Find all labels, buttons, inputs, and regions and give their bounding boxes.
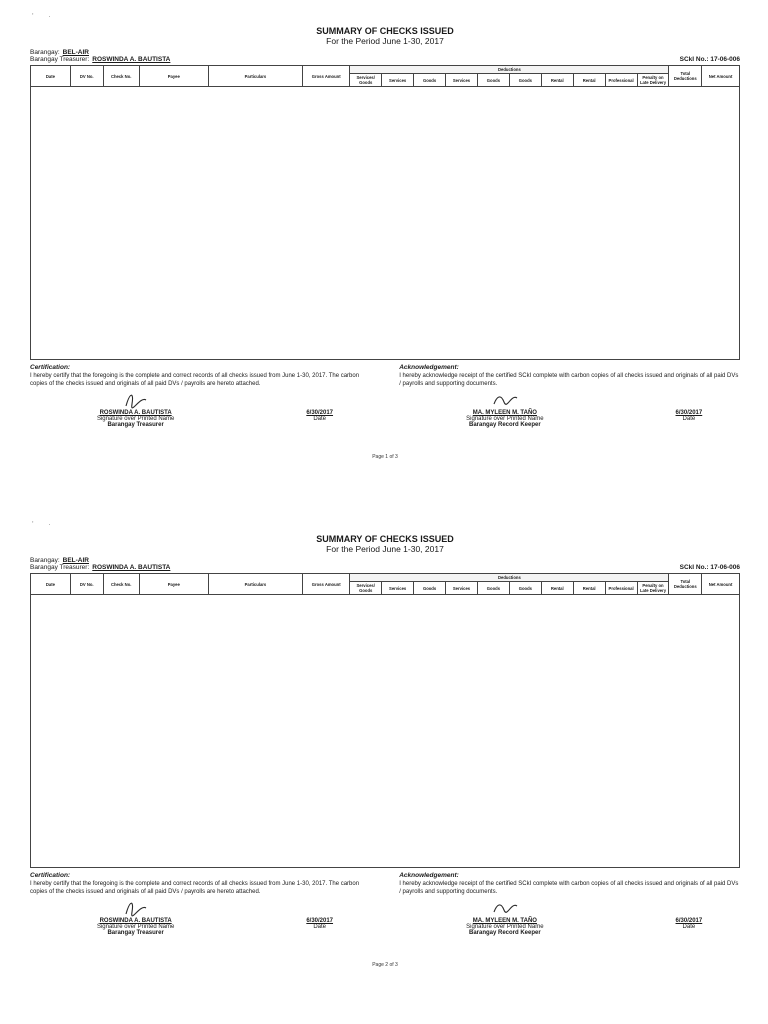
treasurer-signature xyxy=(30,410,241,428)
col-net-amount: Net Amount xyxy=(702,66,740,87)
barangay-name: BEL-AIR xyxy=(62,557,89,564)
barangay-label: Barangay: xyxy=(30,49,60,56)
col-check-no: Check No. xyxy=(103,66,139,87)
report-period: For the Period June 1-30, 2017 xyxy=(326,544,444,554)
col-deduction-type: Rental xyxy=(573,582,605,595)
col-deduction-type: Services/ Goods xyxy=(350,74,382,87)
treasurer-label: Barangay Treasurer: xyxy=(30,56,90,63)
col-deduction-type: Rental xyxy=(573,74,605,87)
col-gross-amount: Gross Amount xyxy=(303,66,350,87)
certification-text: I hereby certify that the foregoing is the complete and correct records of all checks issued from June 1-30, 2017. The carbon copies of the checks issued and originals of all paid DVs / payrolls are hereto attached. xyxy=(30,881,360,896)
keeper-date-block xyxy=(638,918,740,936)
keeper-caption: Signature over Printed Name xyxy=(466,924,544,931)
col-total-deductions: Total Deductions xyxy=(669,66,702,87)
certification-title: Certification: xyxy=(30,364,71,371)
certification-text: I hereby certify that the foregoing is the complete and correct records of all checks issued from June 1-30, 2017. The carbon copies of the checks issued and originals of all paid DVs / payrolls are hereto attached. xyxy=(30,373,360,388)
signature-row xyxy=(30,918,740,936)
table-body xyxy=(31,595,740,868)
barangay-label: Barangay: xyxy=(30,557,60,564)
report-title: SUMMARY OF CHECKS ISSUED xyxy=(316,534,454,544)
treasurer-signature xyxy=(30,918,241,936)
keeper-date-block xyxy=(638,410,740,428)
keeper-role: Barangay Record Keeper xyxy=(468,422,541,429)
scan-corner-marks: ' · xyxy=(32,12,53,21)
scan-corner-marks: ' · xyxy=(32,520,53,529)
keeper-role: Barangay Record Keeper xyxy=(468,930,541,937)
header-left xyxy=(30,557,170,571)
col-deduction-type: Professional xyxy=(605,582,637,595)
acknowledgement-text: I hereby acknowledge receipt of the certified SCkI complete with carbon copies of all checks issued and originals of all paid DVs / payrolls and supporting documents. xyxy=(399,881,739,896)
treasurer-label: Barangay Treasurer: xyxy=(30,564,90,571)
keeper-date: 6/30/2017 xyxy=(675,918,703,925)
treasurer-date: 6/30/2017 xyxy=(306,918,334,925)
col-deduction-type: Professional xyxy=(605,74,637,87)
col-deduction-type: Rental xyxy=(541,74,573,87)
report-period: For the Period June 1-30, 2017 xyxy=(326,36,444,46)
col-deduction-type: Goods xyxy=(477,582,509,595)
col-particulars: Particulars xyxy=(208,574,302,595)
certification-block xyxy=(30,364,371,388)
treasurer-printed-name: ROSWINDA A. BAUTISTA xyxy=(99,410,172,417)
col-check-no: Check No. xyxy=(103,574,139,595)
col-dv-no: DV No. xyxy=(70,66,103,87)
report-title: SUMMARY OF CHECKS ISSUED xyxy=(316,26,454,36)
checks-table xyxy=(30,65,740,360)
signature-row xyxy=(30,410,740,428)
col-payee: Payee xyxy=(139,66,208,87)
treasurer-date-block xyxy=(269,410,371,428)
treasurer-signature-group xyxy=(30,918,371,936)
keeper-signature xyxy=(399,918,610,936)
col-deduction-type: Services xyxy=(382,74,414,87)
table-body xyxy=(31,87,740,360)
col-deductions: Deductions xyxy=(350,66,669,74)
header-meta xyxy=(30,49,740,63)
keeper-printed-name: MA. MYLEEN M. TAÑO xyxy=(472,918,537,925)
col-total-deductions: Total Deductions xyxy=(669,574,702,595)
acknowledgement-title: Acknowledgement: xyxy=(399,872,459,879)
page-number: Page 2 of 3 xyxy=(372,962,398,969)
keeper-signature-group xyxy=(399,410,740,428)
treasurer-name: ROSWINDA A. BAUTISTA xyxy=(92,56,171,63)
checks-table xyxy=(30,573,740,868)
treasurer-caption: Signature over Printed Name xyxy=(96,416,175,423)
keeper-signature xyxy=(399,410,610,428)
table-body-placeholder xyxy=(31,595,740,868)
keeper-date-caption: Date xyxy=(682,416,696,423)
col-date: Date xyxy=(31,574,71,595)
header-meta xyxy=(30,557,740,571)
col-deduction-type: Goods xyxy=(414,74,446,87)
col-net-amount: Net Amount xyxy=(702,574,740,595)
keeper-date: 6/30/2017 xyxy=(675,410,703,417)
col-deduction-type: Goods xyxy=(414,582,446,595)
acknowledgement-block xyxy=(399,364,740,388)
col-deduction-type: Rental xyxy=(541,582,573,595)
scki-number: SCkI No.: 17-06-006 xyxy=(679,56,740,63)
barangay-name: BEL-AIR xyxy=(62,49,89,56)
col-deduction-type: Goods xyxy=(509,582,541,595)
col-payee: Payee xyxy=(139,574,208,595)
col-particulars: Particulars xyxy=(208,66,302,87)
treasurer-caption: Signature over Printed Name xyxy=(96,924,175,931)
treasurer-role: Barangay Treasurer xyxy=(107,422,164,429)
acknowledgement-block xyxy=(399,872,740,896)
col-deduction-type: Services xyxy=(446,74,478,87)
treasurer-date: 6/30/2017 xyxy=(306,410,334,417)
col-deduction-type: Penalty on Late Delivery xyxy=(637,74,669,87)
col-date: Date xyxy=(31,66,71,87)
keeper-date-caption: Date xyxy=(682,924,696,931)
scki-number: SCkI No.: 17-06-006 xyxy=(679,564,740,571)
certification-row xyxy=(30,364,740,388)
col-deduction-type: Services xyxy=(446,582,478,595)
document-page-2 xyxy=(30,520,740,969)
keeper-signature-group xyxy=(399,918,740,936)
page-number: Page 1 of 3 xyxy=(372,454,398,461)
col-deductions: Deductions xyxy=(350,574,669,582)
treasurer-role: Barangay Treasurer xyxy=(107,930,164,937)
col-deduction-type: Services xyxy=(382,582,414,595)
col-deduction-type: Goods xyxy=(509,74,541,87)
col-dv-no: DV No. xyxy=(70,574,103,595)
treasurer-name: ROSWINDA A. BAUTISTA xyxy=(92,564,171,571)
col-deduction-type: Goods xyxy=(477,74,509,87)
col-gross-amount: Gross Amount xyxy=(303,574,350,595)
keeper-caption: Signature over Printed Name xyxy=(466,416,544,423)
treasurer-signature-group xyxy=(30,410,371,428)
table-body-placeholder xyxy=(31,87,740,360)
header-left xyxy=(30,49,170,63)
col-deduction-type: Services/ Goods xyxy=(350,582,382,595)
treasurer-printed-name: ROSWINDA A. BAUTISTA xyxy=(99,918,172,925)
treasurer-date-caption: Date xyxy=(313,924,327,931)
treasurer-date-caption: Date xyxy=(313,416,327,423)
certification-block xyxy=(30,872,371,896)
acknowledgement-text: I hereby acknowledge receipt of the certified SCkI complete with carbon copies of all checks issued and originals of all paid DVs / payrolls and supporting documents. xyxy=(399,373,739,388)
document-page-1 xyxy=(30,12,740,461)
keeper-printed-name: MA. MYLEEN M. TAÑO xyxy=(472,410,537,417)
acknowledgement-title: Acknowledgement: xyxy=(399,364,459,371)
col-deduction-type: Penalty on Late Delivery xyxy=(637,582,669,595)
certification-title: Certification: xyxy=(30,872,71,879)
certification-row xyxy=(30,872,740,896)
treasurer-date-block xyxy=(269,918,371,936)
